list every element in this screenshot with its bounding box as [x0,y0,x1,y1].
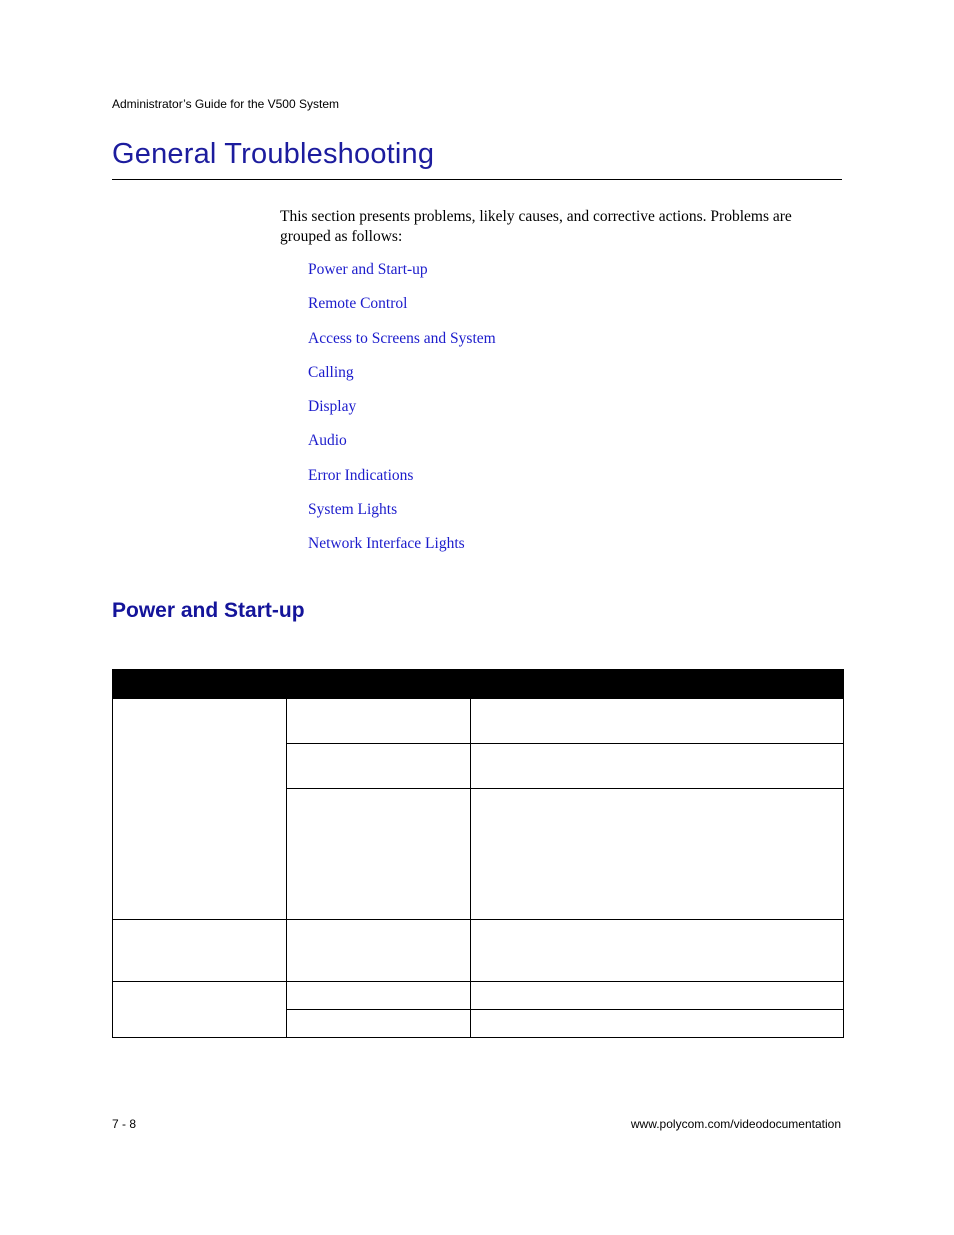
problem-cell [113,920,287,982]
topic-link-network-lights[interactable]: Network Interface Lights [308,535,465,553]
table-header-row [113,670,844,699]
table-row [113,920,844,982]
table-row [113,699,844,744]
action-cell [471,789,844,920]
running-header: Administrator’s Guide for the V500 System [112,97,339,111]
action-cell [471,1010,844,1038]
table-row [113,982,844,1010]
cause-cell [287,982,471,1010]
topic-list [308,260,496,569]
cause-cell [287,1010,471,1038]
list-item [308,294,496,328]
list-item [308,363,496,397]
topic-link-power-startup[interactable]: Power and Start-up [308,261,428,278]
list-item [308,466,496,500]
cause-cell [287,920,471,982]
list-item [308,260,496,294]
topic-link-display[interactable]: Display [308,398,357,416]
list-item [308,534,496,568]
topic-link-audio[interactable]: Audio [308,432,347,450]
troubleshooting-table [112,669,844,1038]
cause-cell [287,699,471,744]
list-item [308,500,496,534]
action-cell [471,699,844,744]
cause-cell [287,789,471,920]
action-cell [471,982,844,1010]
title-divider [112,179,842,180]
topic-link-access-screens[interactable]: Access to Screens and System [308,329,496,347]
header-cause [287,670,471,699]
intro-paragraph: This section presents problems, likely causes, and corrective actions. Problems are grouped as follows: [280,208,792,245]
footer-url: www.polycom.com/videodocumentation [630,1117,841,1131]
topic-link-calling[interactable]: Calling [308,363,354,381]
action-cell [471,744,844,789]
section-heading: Power and Start-up [112,599,305,622]
problem-cell [113,699,287,920]
topic-link-remote-control[interactable]: Remote Control [308,295,408,313]
page-number: 7 - 8 [112,1117,137,1131]
header-problem [113,670,287,699]
page-title: General Troubleshooting [112,138,435,170]
topic-link-error-indications[interactable]: Error Indications [308,466,414,484]
list-item [308,431,496,465]
action-cell [471,920,844,982]
list-item [308,329,496,363]
topic-link-system-lights[interactable]: System Lights [308,501,398,519]
cause-cell [287,744,471,789]
problem-cell [113,982,287,1038]
header-action [471,670,844,699]
list-item [308,397,496,431]
